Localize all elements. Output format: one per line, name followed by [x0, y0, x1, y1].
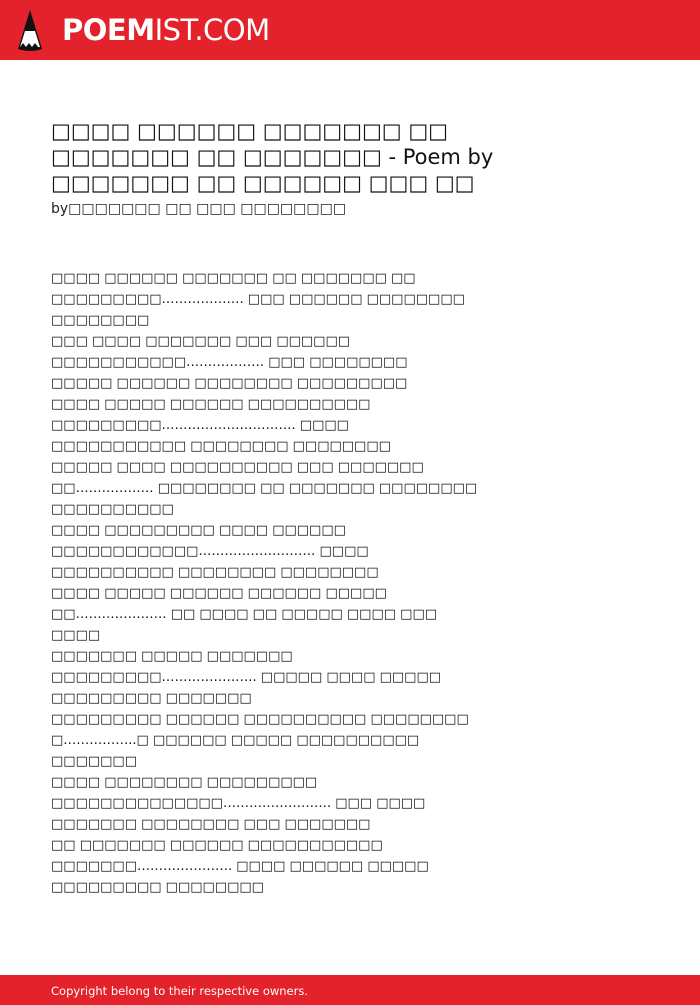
poem-line: □……………..□ □□□□□□ □□□□□ □□□□□□□□□□ — [51, 733, 420, 748]
poem-line: □□ □□□□□□□ □□□□□□ □□□□□□□□□□□ — [51, 838, 383, 853]
title-line-1: □□□□ □□□□□□ □□□□□□□ □□ — [51, 119, 449, 143]
pencil-tip-icon[interactable] — [16, 9, 44, 53]
poem-line: □□□□□□□ □□□□□□□□ □□□ □□□□□□□ — [51, 817, 371, 832]
poem-line: □□□□□ □□□□ □□□□□□□□□□ □□□ □□□□□□□ — [51, 460, 424, 475]
site-footer — [0, 975, 700, 1005]
brand-bold: POEM — [62, 13, 155, 47]
poem-line: □□□□□□□□□□□□……………………… □□□□ — [51, 544, 369, 559]
poem-line: □□………………… □□ □□□□ □□ □□□□□ □□□□ □□□ — [51, 607, 438, 622]
poem-line: □□□□ — [51, 628, 101, 643]
page-title — [51, 118, 651, 196]
poem-line: □□□□□□□□□□□□□□……………………. □□□ □□□□ — [51, 796, 426, 811]
poem-line: □□□□ □□□□□ □□□□□□ □□□□□□□□□□ — [51, 397, 371, 412]
title-line-2: □□□□□□□ □□ □□□□□□□ - Poem by — [51, 145, 494, 169]
poem-line: □□□□□□□ — [51, 754, 137, 769]
poem-line: □□□□□□□□ — [51, 313, 150, 328]
poem-line: □□□□ □□□□□ □□□□□□ □□□□□□ □□□□□ — [51, 586, 387, 601]
brand-rest: IST.COM — [154, 13, 270, 47]
byline-prefix: by — [51, 201, 69, 217]
poem-line: □□□ □□□□ □□□□□□□ □□□ □□□□□□ — [51, 334, 351, 349]
author-byline — [51, 199, 651, 219]
poem-line: □□□□□ □□□□□□ □□□□□□□□ □□□□□□□□□ — [51, 376, 408, 391]
poem-line: □□□□□□□□□□□ □□□□□□□□ □□□□□□□□ — [51, 439, 391, 454]
poem-line: □□□□□□□□□…………………………. □□□□ — [51, 418, 349, 433]
poem-line: □□□□□□□□□□ — [51, 502, 174, 517]
poem-line: □□□□□□□□□…………………. □□□□□ □□□□ □□□□□ — [51, 670, 442, 685]
poem-line: □□……………… □□□□□□□□ □□ □□□□□□□ □□□□□□□□ — [51, 481, 478, 496]
site-logo-text[interactable] — [62, 12, 270, 48]
poem-line: □□□□□□□□□ □□□□□□□ — [51, 691, 252, 706]
site-header — [0, 0, 700, 60]
poem-line: □□□□ □□□□□□□□□ □□□□ □□□□□□ — [51, 523, 346, 538]
poem-line: □□□□ □□□□□□□□ □□□□□□□□□ — [51, 775, 318, 790]
poem-line: □□□□□□□□□□□……………… □□□ □□□□□□□□ — [51, 355, 408, 370]
poem-line: □□□□□□□□□□ □□□□□□□□ □□□□□□□□ — [51, 565, 379, 580]
poem-line: □□□□□□□ □□□□□ □□□□□□□ — [51, 649, 293, 664]
poem-line: □□□□ □□□□□□ □□□□□□□ □□ □□□□□□□ □□ — [51, 271, 416, 286]
poem-line: □□□□□□□…………………. □□□□ □□□□□□ □□□□□ — [51, 859, 429, 874]
author-name[interactable]: □□□□□□□ □□ □□□ □□□□□□□□ — [68, 201, 347, 217]
poem-line: □□□□□□□□□………………. □□□ □□□□□□ □□□□□□□□ — [51, 292, 465, 307]
poem-line: □□□□□□□□□ □□□□□□□□ — [51, 880, 264, 895]
copyright-text: Copyright belong to their respective owners. — [51, 984, 309, 998]
poem-body — [51, 268, 651, 898]
poem-line: □□□□□□□□□ □□□□□□ □□□□□□□□□□ □□□□□□□□ — [51, 712, 469, 727]
title-line-3: □□□□□□□ □□ □□□□□□ □□□ □□ — [51, 171, 475, 195]
